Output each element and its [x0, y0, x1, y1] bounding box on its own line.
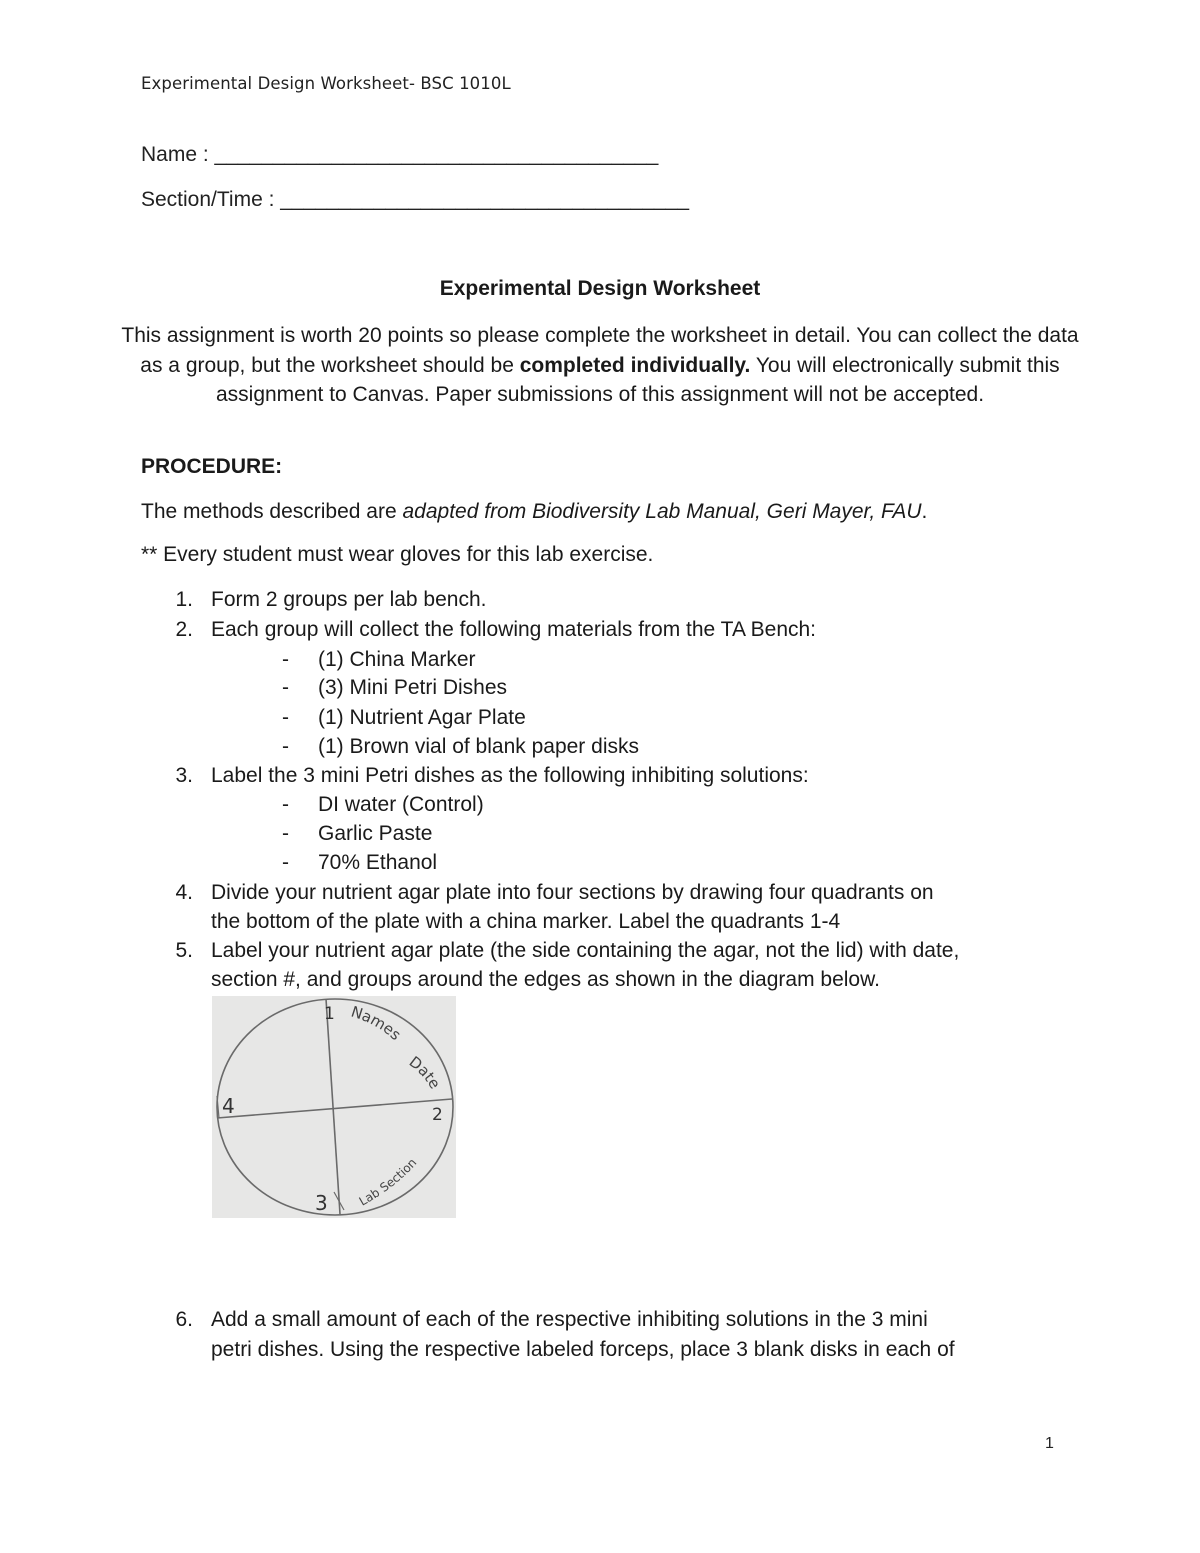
intro-text-2: You will electronically submit this assignment to Canvas. Paper submissions of this assignment will not be accepted.	[215, 353, 1060, 406]
plate-outline	[217, 999, 453, 1215]
methods-sentence	[141, 500, 927, 524]
date-label: Date	[405, 1052, 445, 1093]
bullet-dash: -	[282, 822, 289, 845]
step-number: 4.	[175, 881, 193, 904]
agar-plate-drawing	[212, 996, 456, 1218]
page-number: 1	[1045, 1435, 1054, 1452]
step-number: 1.	[175, 588, 193, 611]
step-text: Each group will collect the following materials from the TA Bench:	[211, 618, 817, 641]
step-number: 5.	[175, 939, 193, 962]
step-text: Label your nutrient agar plate (the side containing the agar, not the lid) with date,	[211, 939, 960, 962]
name-field: Name : ______________________________________	[141, 143, 659, 166]
step-text: Add a small amount of each of the respective inhibiting solutions in the 3 mini	[211, 1308, 928, 1331]
bullet-dash: -	[282, 706, 289, 729]
step-number: 2.	[175, 618, 193, 641]
intro-text-1: This assignment is worth 20 points so please complete the worksheet in detail. You can collect the data as a group, but the worksheet should be	[121, 324, 1079, 377]
intro-bold-text: completed individually.	[519, 353, 751, 377]
worksheet-title: Experimental Design Worksheet	[439, 277, 761, 300]
step-text: Form 2 groups per lab bench.	[211, 588, 487, 611]
methods-source: adapted from Biodiversity Lab Manual, Geri Mayer, FAU	[402, 500, 922, 523]
procedure-heading: PROCEDURE:	[141, 455, 283, 478]
step-number: 3.	[175, 764, 193, 787]
list-item: DI water (Control)	[318, 793, 484, 816]
quadrant-4-label: 4	[222, 1094, 235, 1118]
quadrant-2-label: 2	[432, 1105, 443, 1125]
page-header: Experimental Design Worksheet- BSC 1010L	[141, 74, 511, 93]
section-time-field: Section/Time : ___________________________________	[141, 188, 690, 211]
list-item: (1) China Marker	[318, 648, 476, 671]
horizontal-divider	[217, 1099, 452, 1118]
list-item: (1) Nutrient Agar Plate	[318, 706, 526, 729]
methods-prefix: The methods described are	[141, 500, 403, 523]
list-item: (1) Brown vial of blank paper disks	[318, 735, 639, 758]
bullet-dash: -	[282, 851, 289, 874]
step-text: Label the 3 mini Petri dishes as the following inhibiting solutions:	[211, 764, 809, 787]
vertical-divider	[326, 999, 340, 1214]
names-label: Names	[348, 1002, 405, 1044]
gloves-note: ** Every student must wear gloves for this lab exercise.	[141, 543, 654, 566]
list-item: Garlic Paste	[318, 822, 433, 845]
quadrant-1-label: 1	[324, 1004, 335, 1024]
quadrant-3-label: 3	[315, 1191, 328, 1215]
step-text: Divide your nutrient agar plate into four sections by drawing four quadrants on	[211, 881, 934, 904]
agar-plate-diagram	[212, 996, 456, 1218]
list-item: 70% Ethanol	[318, 851, 438, 874]
step-number: 6.	[175, 1308, 193, 1331]
intro-paragraph	[120, 321, 1080, 410]
bullet-dash: -	[282, 793, 289, 816]
bullet-dash: -	[282, 648, 289, 671]
list-item: (3) Mini Petri Dishes	[318, 676, 508, 699]
step-text-continued: the bottom of the plate with a china marker. Label the quadrants 1-4	[211, 910, 841, 933]
step-text-continued: section #, and groups around the edges as shown in the diagram below.	[211, 968, 880, 991]
step-text-continued: petri dishes. Using the respective labeled forceps, place 3 blank disks in each of	[211, 1338, 955, 1361]
bullet-dash: -	[282, 735, 289, 758]
lab-section-label: Lab Section	[356, 1155, 420, 1209]
methods-suffix: .	[921, 500, 928, 523]
bullet-dash: -	[282, 676, 289, 699]
